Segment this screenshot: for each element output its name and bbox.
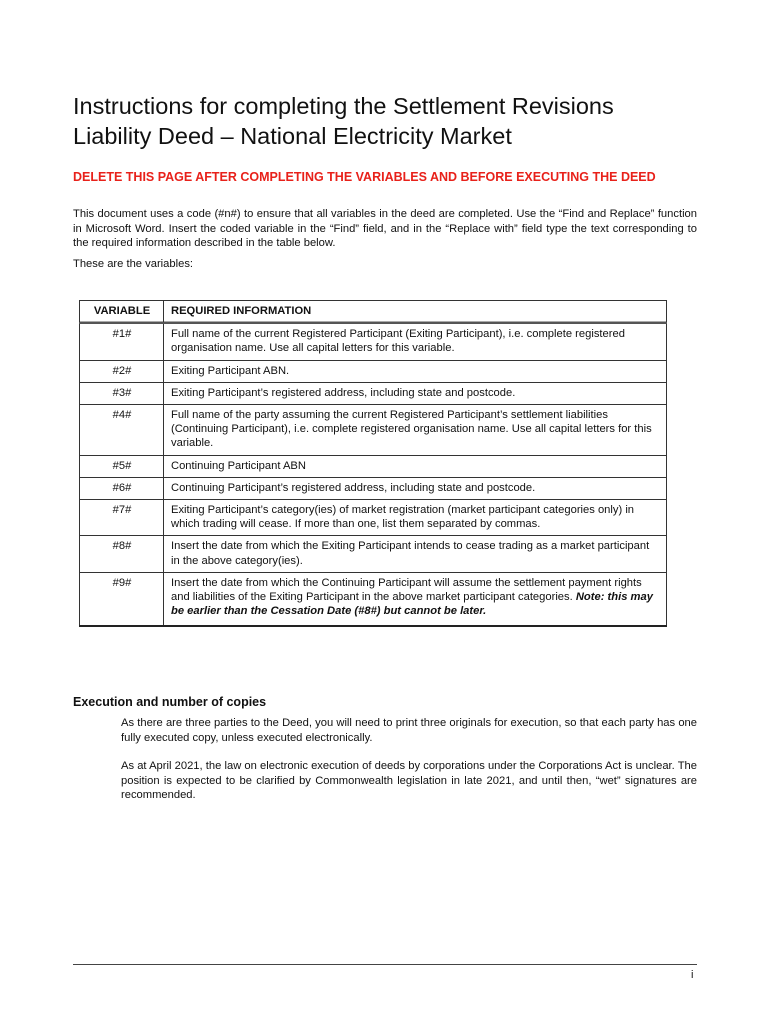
variable-code: #9#	[80, 572, 164, 626]
variable-code: #8#	[80, 536, 164, 572]
page-number: i	[691, 969, 694, 981]
table-row	[80, 572, 667, 626]
variable-code: #3#	[80, 382, 164, 404]
variable-info: Continuing Participant ABN	[164, 455, 667, 477]
variable-info-text: Insert the date from which the Continuing Participant will assume the settlement payment rights and liabilities of the Exiting Participant in the above market participant categories.	[171, 576, 642, 604]
table-row	[80, 405, 667, 456]
variables-table	[79, 300, 667, 627]
variable-code: #5#	[80, 455, 164, 477]
delete-warning: DELETE THIS PAGE AFTER COMPLETING THE VARIABLES AND BEFORE EXECUTING THE DEED	[73, 170, 656, 184]
variable-info: Full name of the party assuming the current Registered Participant’s settlement liabilities (Continuing Participant), i.e. complete registered organisation name. Use all capital letters for this variable.	[164, 405, 667, 456]
variable-code: #6#	[80, 477, 164, 499]
table-row	[80, 382, 667, 404]
table-header-row	[80, 301, 667, 324]
variable-info-with-note	[164, 572, 667, 626]
page-title	[73, 91, 713, 151]
execution-heading: Execution and number of copies	[73, 695, 267, 709]
table-row	[80, 536, 667, 572]
variable-code: #4#	[80, 405, 164, 456]
variable-note: Note: this may be earlier than the Cessation Date (#8#) but cannot be later.	[171, 591, 653, 618]
header-variable: VARIABLE	[80, 301, 164, 324]
table-row	[80, 360, 667, 382]
header-required-information: REQUIRED INFORMATION	[164, 301, 667, 324]
title-line-2: Liability Deed – National Electricity Market	[73, 123, 512, 149]
execution-paragraph-1: As there are three parties to the Deed, you will need to print three originals for execution, so that each party has one fully executed copy, unless executed electronically.	[121, 717, 697, 744]
variable-info: Exiting Participant’s category(ies) of market registration (market participant categories only) in which trading will cease. If more than one, list them separated by commas.	[164, 500, 667, 536]
table-row	[80, 500, 667, 536]
table-row	[80, 477, 667, 499]
variable-code: #2#	[80, 360, 164, 382]
variable-info: Full name of the current Registered Participant (Exiting Participant), i.e. complete registered organisation name. Use all capital letters for this variable.	[164, 323, 667, 360]
variable-info: Exiting Participant ABN.	[164, 360, 667, 382]
variable-code: #1#	[80, 323, 164, 360]
variables-intro: These are the variables:	[73, 258, 194, 270]
title-line-1: Instructions for completing the Settlement Revisions	[73, 93, 614, 119]
intro-paragraph: This document uses a code (#n#) to ensure that all variables in the deed are completed. Use the “Find and Replace” function in Microsoft Word. Insert the coded variable in the “Find” field, and in the “Replace with” field type the text corresponding to the required information described in the table below.	[73, 208, 697, 249]
variable-info: Continuing Participant’s registered address, including state and postcode.	[164, 477, 667, 499]
variable-code: #7#	[80, 500, 164, 536]
variable-info: Insert the date from which the Exiting Participant intends to cease trading as a market participant in the above category(ies).	[164, 536, 667, 572]
execution-paragraph-2: As at April 2021, the law on electronic execution of deeds by corporations under the Corporations Act is unclear. The position is expected to be clarified by Commonwealth legislation in late 2021, and until then, “wet” signatures are recommended.	[121, 760, 697, 801]
table-row	[80, 455, 667, 477]
table-row	[80, 323, 667, 360]
variable-info: Exiting Participant’s registered address, including state and postcode.	[164, 382, 667, 404]
footer-divider	[73, 964, 697, 965]
